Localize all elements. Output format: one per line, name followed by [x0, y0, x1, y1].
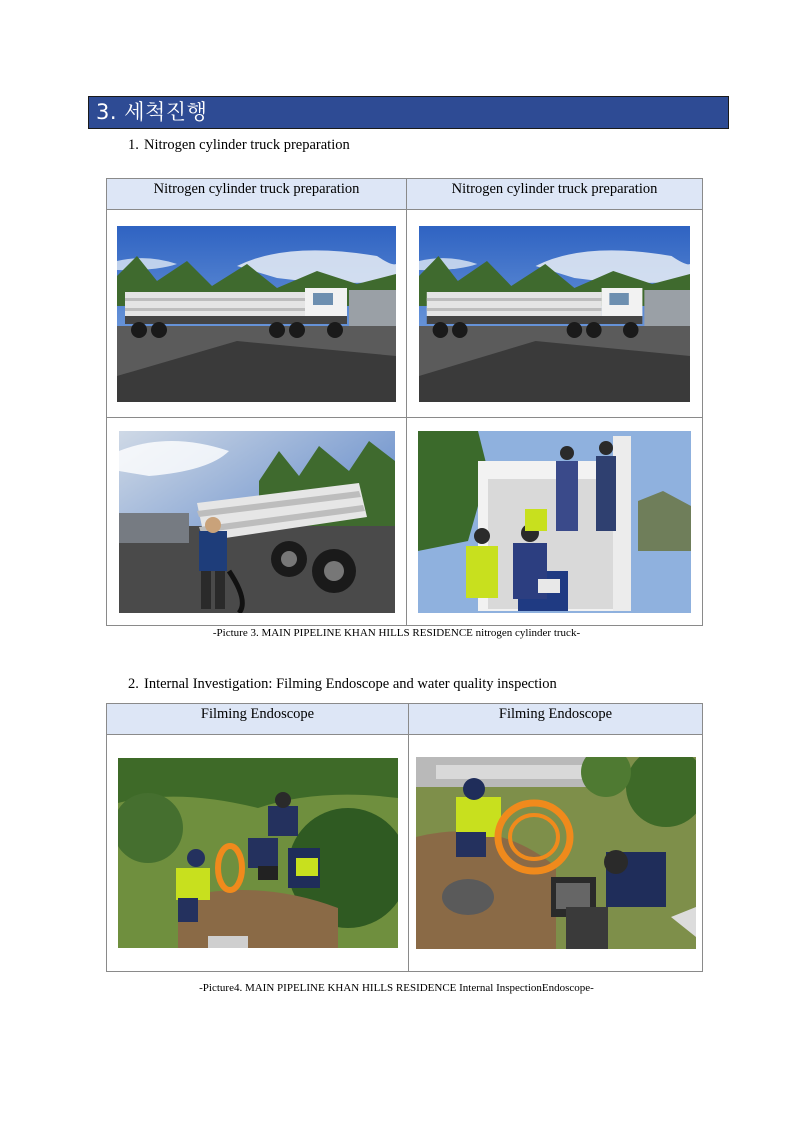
photo-cell — [407, 418, 703, 626]
subsection-heading-2 — [128, 675, 557, 693]
subsection-heading-1 — [128, 136, 350, 154]
photo-cell — [409, 735, 703, 972]
photo-cell — [407, 210, 703, 418]
subsection-number: 1. — [128, 137, 139, 153]
section-title: 3. 세척진행 — [88, 96, 729, 129]
truck-photo — [117, 226, 396, 402]
trailer-hose-photo — [119, 431, 395, 613]
subsection-text: Nitrogen cylinder truck preparation — [144, 137, 350, 153]
figure-caption-2: -Picture4. MAIN PIPELINE KHAN HILLS RESIDENCE Internal InspectionEndoscope- — [199, 982, 594, 994]
table-header-cell: Nitrogen cylinder truck preparation — [407, 179, 703, 210]
truck-photo — [419, 226, 690, 402]
figure-caption-1: -Picture 3. MAIN PIPELINE KHAN HILLS RESIDENCE nitrogen cylinder truck- — [212, 627, 581, 639]
photo-table-1 — [106, 178, 703, 626]
subsection-text: Internal Investigation: Filming Endoscope and water quality inspection — [144, 676, 557, 692]
table-header-cell: Filming Endoscope — [107, 704, 409, 735]
photo-cell — [107, 735, 409, 972]
table-header-cell: Filming Endoscope — [409, 704, 703, 735]
endoscope-reel-photo — [416, 757, 696, 949]
photo-cell — [107, 418, 407, 626]
container-workers-photo — [418, 431, 691, 613]
endoscope-team-photo — [118, 758, 398, 948]
subsection-number: 2. — [128, 676, 139, 692]
photo-cell — [107, 210, 407, 418]
photo-table-2 — [106, 703, 703, 972]
table-header-cell: Nitrogen cylinder truck preparation — [107, 179, 407, 210]
